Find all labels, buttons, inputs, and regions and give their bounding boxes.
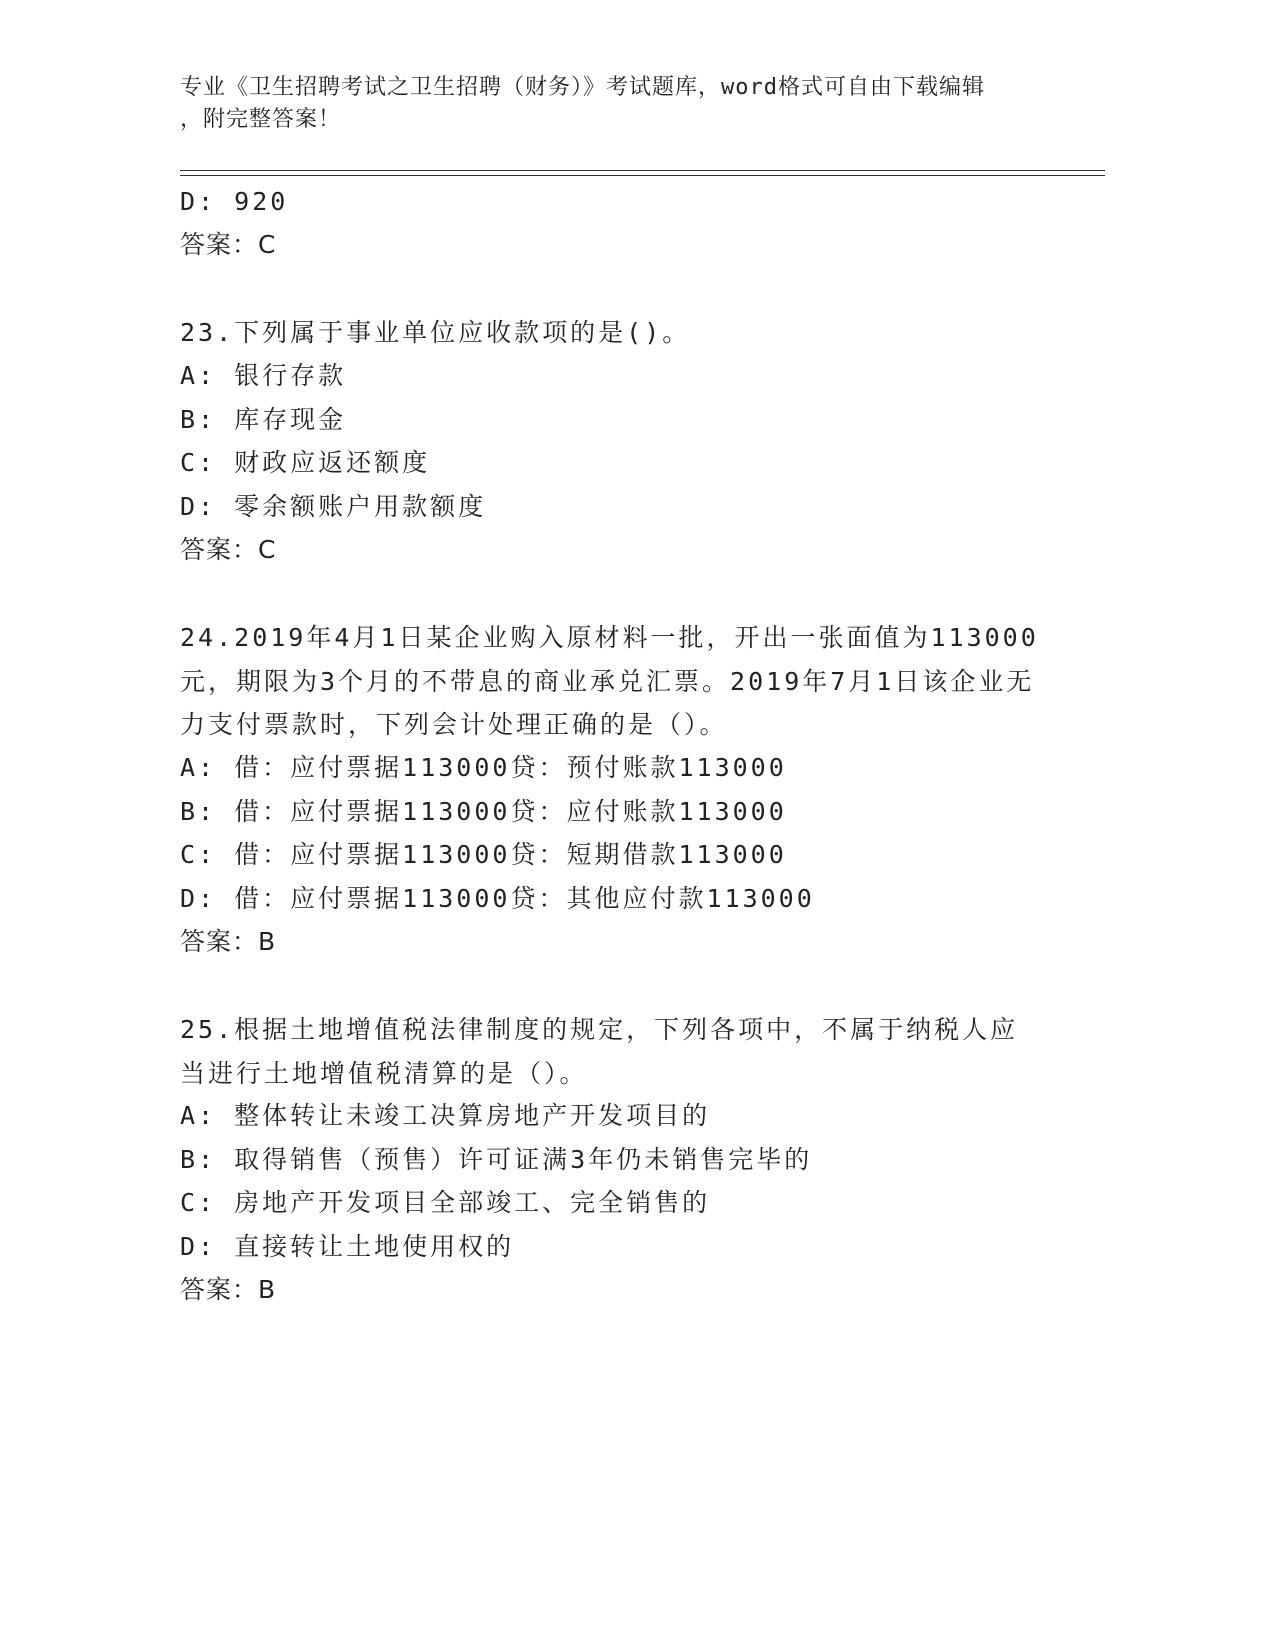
header-line-2: ，附完整答案！ (180, 107, 342, 132)
q23-stem: 23.下列属于事业单位应收款项的是()。 (180, 318, 691, 347)
q23-option-a: A: 银行存款 (180, 361, 347, 390)
q24-option-a: A: 借：应付票据113000贷：预付账款113000 (180, 753, 787, 782)
header-divider-bottom (180, 175, 1105, 176)
prev-option-d: D: 920 (180, 187, 289, 216)
q25-option-a: A: 整体转让未竣工决算房地产开发项目的 (180, 1101, 711, 1130)
q23-option-d: D: 零余额账户用款额度 (180, 492, 487, 521)
document-header (180, 72, 1040, 136)
q23-option-c: C: 财政应返还额度 (180, 448, 431, 477)
header-divider-top (180, 170, 1105, 171)
q24-option-c: C: 借：应付票据113000贷：短期借款113000 (180, 840, 787, 869)
q23-option-b: B: 库存现金 (180, 405, 347, 434)
q25-stem: 25.根据土地增值税法律制度的规定，下列各项中，不属于纳税人应当进行土地增值税清算的是（）。 (180, 1015, 1019, 1088)
q25-option-b: B: 取得销售（预售）许可证满3年仍未销售完毕的 (180, 1145, 813, 1174)
header-line-1: 专业《卫生招聘考试之卫生招聘（财务）》考试题库，word格式可自由下载编辑 (180, 75, 985, 100)
prev-answer: 答案：C (180, 230, 277, 259)
q25-option-c: C: 房地产开发项目全部竣工、完全销售的 (180, 1188, 711, 1217)
q24-answer: 答案：B (180, 927, 277, 956)
q25-answer: 答案：B (180, 1275, 277, 1304)
q23-answer: 答案：C (180, 535, 277, 564)
q25-option-d: D: 直接转让土地使用权的 (180, 1232, 515, 1261)
q24-stem: 24.2019年4月1日某企业购入原材料一批，开出一张面值为113000元，期限为3个月的不带息的商业承兑汇票。2019年7月1日该企业无力支付票款时，下列会计处理正确的是（）。 (180, 623, 1039, 739)
q24-option-d: D: 借：应付票据113000贷：其他应付款113000 (180, 884, 815, 913)
q24-option-b: B: 借：应付票据113000贷：应付账款113000 (180, 797, 787, 826)
